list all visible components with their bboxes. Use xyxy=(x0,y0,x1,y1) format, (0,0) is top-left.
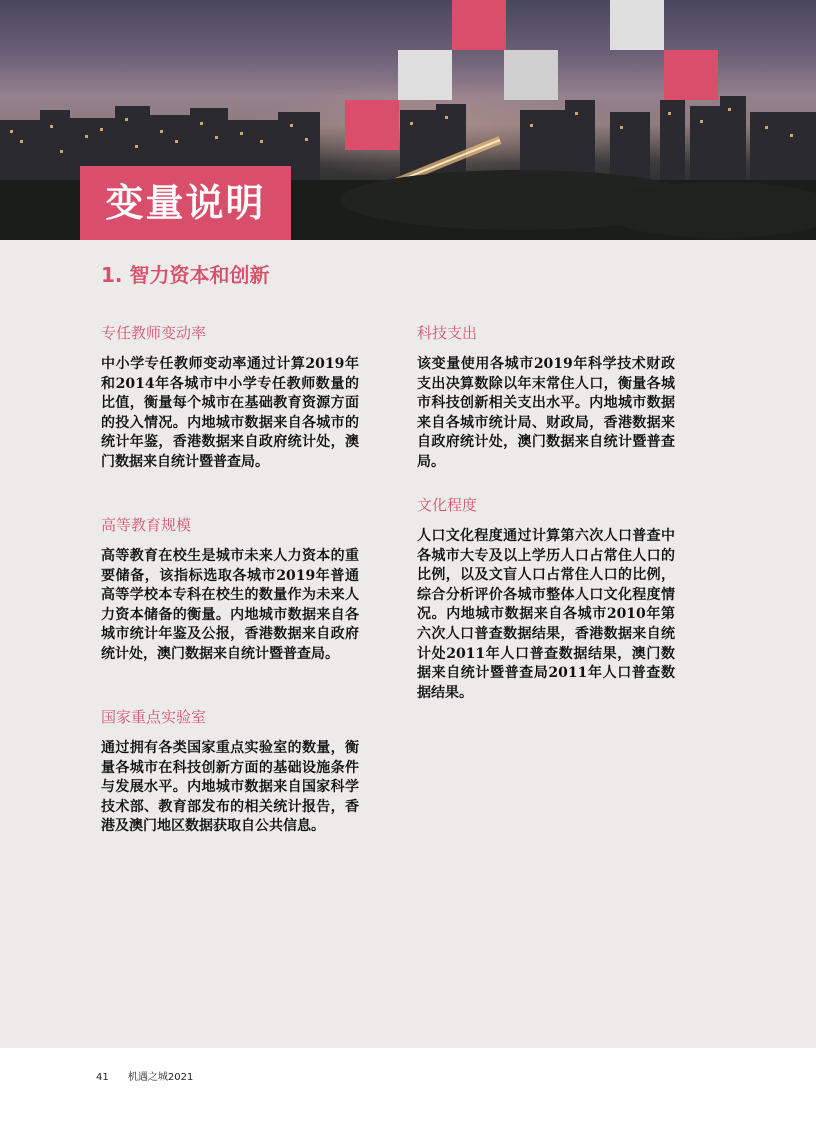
variable-block xyxy=(101,514,359,665)
variable-heading: 科技支出 xyxy=(417,324,478,342)
light-square xyxy=(610,0,664,50)
title-banner xyxy=(80,166,291,240)
variable-block xyxy=(417,494,675,703)
variable-heading: 高等教育规模 xyxy=(101,516,192,534)
variable-description: 高等教育在校生是城市未来人力资本的重要储备，该指标选取各城市2019年普通高等学校本专科在校生的数量作为未来人力资本储备的衡量。内地城市数据来自各城市统计年鉴及公报，香港数据来自政府统计处，澳门数据来自统计暨普查局。 xyxy=(101,548,359,662)
variable-block xyxy=(101,706,359,837)
page-number: 41 xyxy=(96,1072,109,1083)
variable-heading: 国家重点实验室 xyxy=(101,708,207,726)
page-footer xyxy=(96,1068,209,1083)
section-title: 1. 智力资本和创新 xyxy=(101,263,270,287)
publication-name: 机遇之城2021 xyxy=(127,1072,194,1083)
variable-description: 通过拥有各类国家重点实验室的数量，衡量各城市在科技创新方面的基础设施条件与发展水平。内地城市数据来自国家科学技术部、教育部发布的相关统计报告，香港及澳门地区数据获取自公共信息。 xyxy=(101,740,359,835)
light-square xyxy=(398,50,452,100)
accent-square xyxy=(452,0,506,50)
variable-heading: 文化程度 xyxy=(417,496,478,514)
variable-description: 中小学专任教师变动率通过计算2019年和2014年各城市中小学专任教师数量的比值，衡量每个城市在基础教育资源方面的投入情况。内地城市数据来自各城市的统计年鉴，香港数据来自政府统计处，澳门数据来自统计暨普查局。 xyxy=(101,356,359,470)
page-title: 变量说明 xyxy=(105,180,266,225)
variable-description: 该变量使用各城市2019年科学技术财政支出决算数除以年末常住人口，衡量各城市科技创新相关支出水平。内地城市数据来自各城市统计局、财政局，香港数据来自政府统计处，澳门数据来自统计暨普查局。 xyxy=(417,356,675,470)
accent-square xyxy=(664,50,718,100)
variable-block xyxy=(101,322,359,473)
variable-heading: 专任教师变动率 xyxy=(101,324,207,342)
light-square xyxy=(504,50,558,100)
variable-block xyxy=(417,322,675,473)
variable-description: 人口文化程度通过计算第六次人口普查中各城市大专及以上学历人口占常住人口的比例，以及文盲人口占常住人口的比例，综合分析评价各城市整体人口文化程度情况。内地城市数据来自各城市2010年第六次人口普查数据结果，香港数据来自统计处2011年人口普查数据结果，澳门数据来自统计暨普查局2011年人口普查数据结果。 xyxy=(417,528,675,701)
accent-square xyxy=(345,100,399,150)
